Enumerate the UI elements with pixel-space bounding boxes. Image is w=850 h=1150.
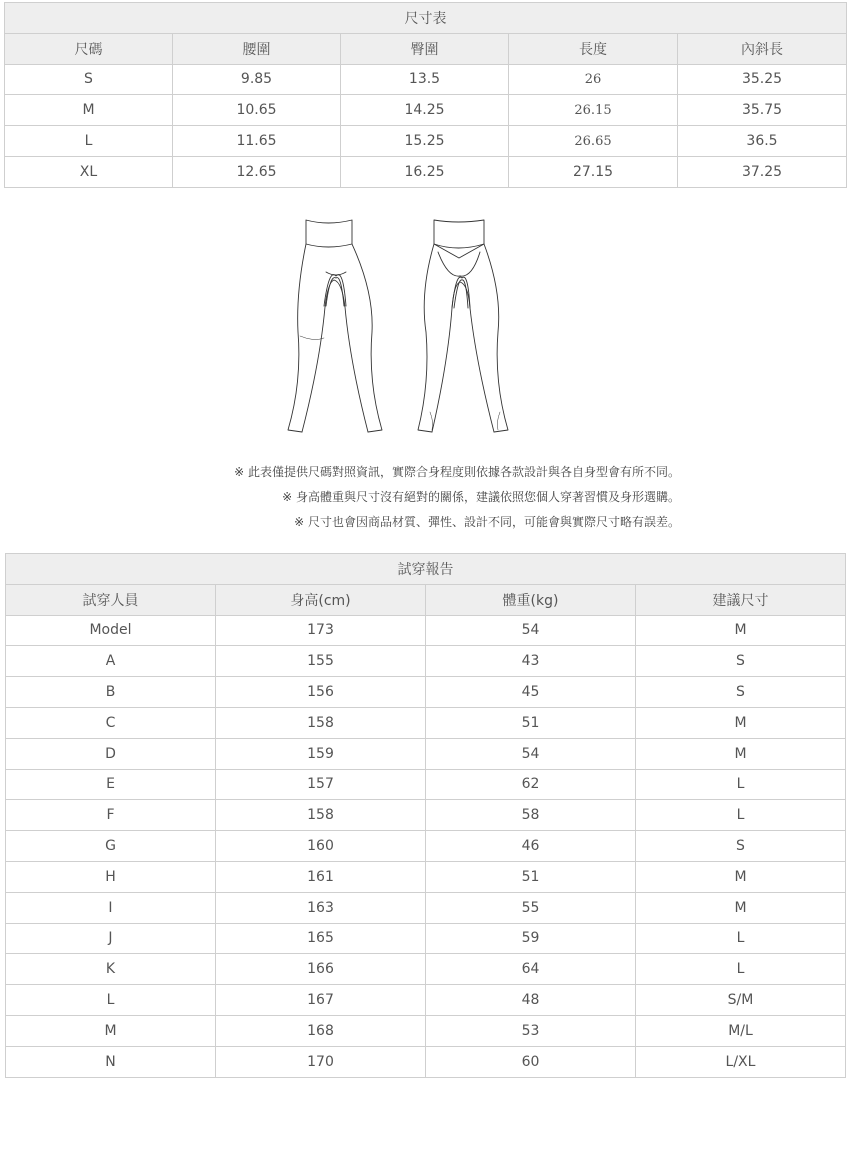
table-row: [6, 954, 846, 985]
table-row: [6, 769, 846, 800]
tester-cell: B: [6, 677, 216, 708]
weight-cell: 62: [426, 769, 636, 800]
suggested-size-cell: M: [636, 738, 846, 769]
tryon-table-title-row: [6, 554, 846, 585]
table-row: [6, 892, 846, 923]
suggested-size-cell: L: [636, 954, 846, 985]
header-suggested-size: 建議尺寸: [636, 584, 846, 615]
table-row: [6, 738, 846, 769]
inseam-cell: 35.75: [678, 95, 847, 126]
height-cell: 155: [216, 646, 426, 677]
suggested-size-cell: L/XL: [636, 1046, 846, 1077]
weight-cell: 58: [426, 800, 636, 831]
table-row: [6, 985, 846, 1016]
length-cell: 26.15: [509, 95, 678, 126]
header-inseam: 內斜長: [678, 33, 847, 64]
suggested-size-cell: S: [636, 677, 846, 708]
tryon-table-title: 試穿報告: [6, 554, 846, 585]
size-cell: S: [5, 64, 173, 95]
leggings-diagram: [280, 212, 530, 442]
height-cell: 168: [216, 1015, 426, 1046]
tryon-report-table: [5, 553, 846, 1078]
height-cell: 159: [216, 738, 426, 769]
table-row: [6, 861, 846, 892]
inseam-cell: 36.5: [678, 126, 847, 157]
size-table-header-row: [5, 33, 847, 64]
suggested-size-cell: S: [636, 646, 846, 677]
inseam-cell: 35.25: [678, 64, 847, 95]
tester-cell: G: [6, 831, 216, 862]
tester-cell: N: [6, 1046, 216, 1077]
height-cell: 158: [216, 707, 426, 738]
size-cell: XL: [5, 156, 173, 187]
weight-cell: 53: [426, 1015, 636, 1046]
suggested-size-cell: M: [636, 861, 846, 892]
table-row: [6, 1046, 846, 1077]
tester-cell: A: [6, 646, 216, 677]
tester-cell: Model: [6, 615, 216, 646]
tester-cell: J: [6, 923, 216, 954]
suggested-size-cell: M: [636, 707, 846, 738]
height-cell: 156: [216, 677, 426, 708]
header-waist: 腰圍: [173, 33, 341, 64]
suggested-size-cell: L: [636, 923, 846, 954]
header-length: 長度: [509, 33, 678, 64]
waist-cell: 11.65: [173, 126, 341, 157]
header-hip: 臀圍: [341, 33, 509, 64]
hip-cell: 15.25: [341, 126, 509, 157]
weight-cell: 51: [426, 861, 636, 892]
height-cell: 160: [216, 831, 426, 862]
weight-cell: 60: [426, 1046, 636, 1077]
leggings-back-view: [418, 220, 508, 432]
weight-cell: 48: [426, 985, 636, 1016]
header-size: 尺碼: [5, 33, 173, 64]
header-tester: 試穿人員: [6, 584, 216, 615]
tester-cell: F: [6, 800, 216, 831]
weight-cell: 55: [426, 892, 636, 923]
suggested-size-cell: S/M: [636, 985, 846, 1016]
height-cell: 161: [216, 861, 426, 892]
inseam-cell: 37.25: [678, 156, 847, 187]
table-row: [6, 831, 846, 862]
height-cell: 163: [216, 892, 426, 923]
table-row: [6, 800, 846, 831]
tester-cell: H: [6, 861, 216, 892]
waist-cell: 9.85: [173, 64, 341, 95]
height-cell: 173: [216, 615, 426, 646]
tester-cell: D: [6, 738, 216, 769]
notes-block: [0, 460, 680, 535]
suggested-size-cell: L: [636, 769, 846, 800]
height-cell: 158: [216, 800, 426, 831]
suggested-size-cell: M/L: [636, 1015, 846, 1046]
weight-cell: 45: [426, 677, 636, 708]
waist-cell: 12.65: [173, 156, 341, 187]
length-cell: 26: [509, 64, 678, 95]
length-cell: 26.65: [509, 126, 678, 157]
suggested-size-cell: L: [636, 800, 846, 831]
header-weight: 體重(kg): [426, 584, 636, 615]
tester-cell: M: [6, 1015, 216, 1046]
weight-cell: 54: [426, 615, 636, 646]
table-row: [5, 156, 847, 187]
table-row: [5, 95, 847, 126]
leggings-front-view: [288, 220, 382, 432]
height-cell: 170: [216, 1046, 426, 1077]
weight-cell: 54: [426, 738, 636, 769]
size-table-title-row: [5, 3, 847, 34]
height-cell: 165: [216, 923, 426, 954]
header-height: 身高(cm): [216, 584, 426, 615]
hip-cell: 16.25: [341, 156, 509, 187]
table-row: [5, 126, 847, 157]
size-cell: M: [5, 95, 173, 126]
tester-cell: I: [6, 892, 216, 923]
size-cell: L: [5, 126, 173, 157]
weight-cell: 43: [426, 646, 636, 677]
note-line: ※ 此表僅提供尺碼對照資訊，實際合身程度則依據各款設計與各自身型會有所不同。: [234, 465, 680, 479]
note-line: ※ 尺寸也會因商品材質、彈性、設計不同，可能會與實際尺寸略有誤差。: [294, 515, 680, 529]
suggested-size-cell: M: [636, 892, 846, 923]
weight-cell: 64: [426, 954, 636, 985]
table-row: [6, 615, 846, 646]
weight-cell: 46: [426, 831, 636, 862]
suggested-size-cell: S: [636, 831, 846, 862]
tryon-table-header-row: [6, 584, 846, 615]
height-cell: 167: [216, 985, 426, 1016]
height-cell: 157: [216, 769, 426, 800]
tester-cell: L: [6, 985, 216, 1016]
waist-cell: 10.65: [173, 95, 341, 126]
tester-cell: K: [6, 954, 216, 985]
table-row: [6, 646, 846, 677]
table-row: [6, 677, 846, 708]
table-row: [6, 1015, 846, 1046]
size-table: [4, 2, 847, 188]
weight-cell: 51: [426, 707, 636, 738]
tester-cell: C: [6, 707, 216, 738]
table-row: [6, 923, 846, 954]
weight-cell: 59: [426, 923, 636, 954]
table-row: [6, 707, 846, 738]
suggested-size-cell: M: [636, 615, 846, 646]
height-cell: 166: [216, 954, 426, 985]
tester-cell: E: [6, 769, 216, 800]
hip-cell: 14.25: [341, 95, 509, 126]
length-cell: 27.15: [509, 156, 678, 187]
table-row: [5, 64, 847, 95]
hip-cell: 13.5: [341, 64, 509, 95]
size-table-title: 尺寸表: [5, 3, 847, 34]
note-line: ※ 身高體重與尺寸沒有絕對的關係，建議依照您個人穿著習慣及身形選購。: [282, 490, 680, 504]
